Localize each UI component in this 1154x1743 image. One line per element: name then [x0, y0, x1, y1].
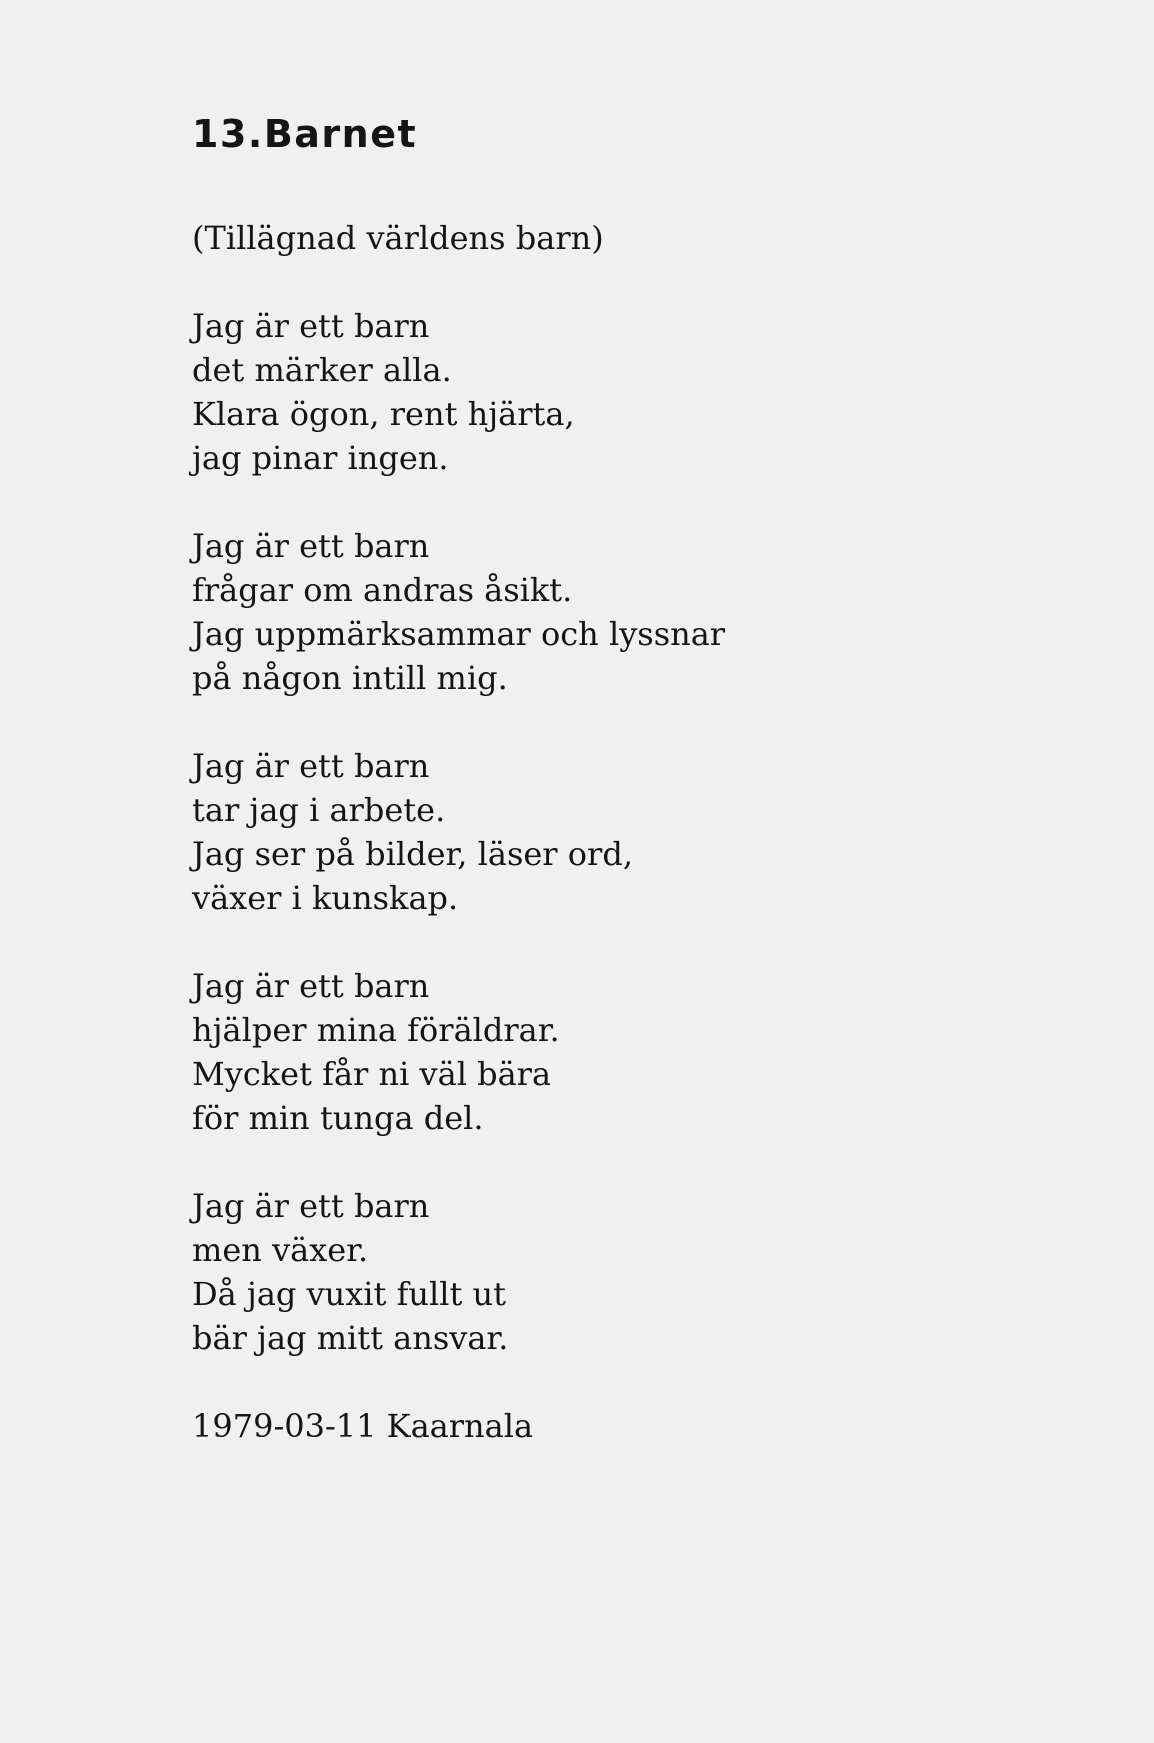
poem-line: på någon intill mig.	[192, 659, 508, 697]
poem-line: tar jag i arbete.	[192, 791, 446, 829]
stanza-1	[192, 304, 1092, 480]
stanza-2	[192, 524, 1092, 700]
poem-title: 13.Barnet	[192, 112, 418, 156]
poem-line: men växer.	[192, 1231, 369, 1269]
poem-dedication: (Tillägnad världens barn)	[192, 219, 604, 257]
poem-line: Jag uppmärksammar och lyssnar	[192, 615, 726, 653]
poem-line: frågar om andras åsikt.	[192, 571, 573, 609]
poem-line: Jag är ett barn	[192, 967, 430, 1005]
poem-line: Klara ögon, rent hjärta,	[192, 395, 575, 433]
poem-line: bär jag mitt ansvar.	[192, 1319, 509, 1357]
stanza-4	[192, 964, 1092, 1140]
poem-line: Jag är ett barn	[192, 527, 430, 565]
poem	[192, 112, 1092, 1448]
poem-line: hjälper mina föräldrar.	[192, 1011, 560, 1049]
poem-line: för min tunga del.	[192, 1099, 484, 1137]
date-and-place: 1979-03-11 Kaarnala	[192, 1407, 534, 1445]
poem-line: växer i kunskap.	[192, 879, 459, 917]
poem-line: Jag är ett barn	[192, 1187, 430, 1225]
poem-line: jag pinar ingen.	[192, 439, 449, 477]
poem-line: det märker alla.	[192, 351, 452, 389]
poem-line: Jag ser på bilder, läser ord,	[192, 835, 633, 873]
stanza-3	[192, 744, 1092, 920]
poem-line: Jag är ett barn	[192, 747, 430, 785]
poem-line: Jag är ett barn	[192, 307, 430, 345]
poem-line: Mycket får ni väl bära	[192, 1055, 552, 1093]
stanza-5	[192, 1184, 1092, 1360]
poem-line: Då jag vuxit fullt ut	[192, 1275, 506, 1313]
